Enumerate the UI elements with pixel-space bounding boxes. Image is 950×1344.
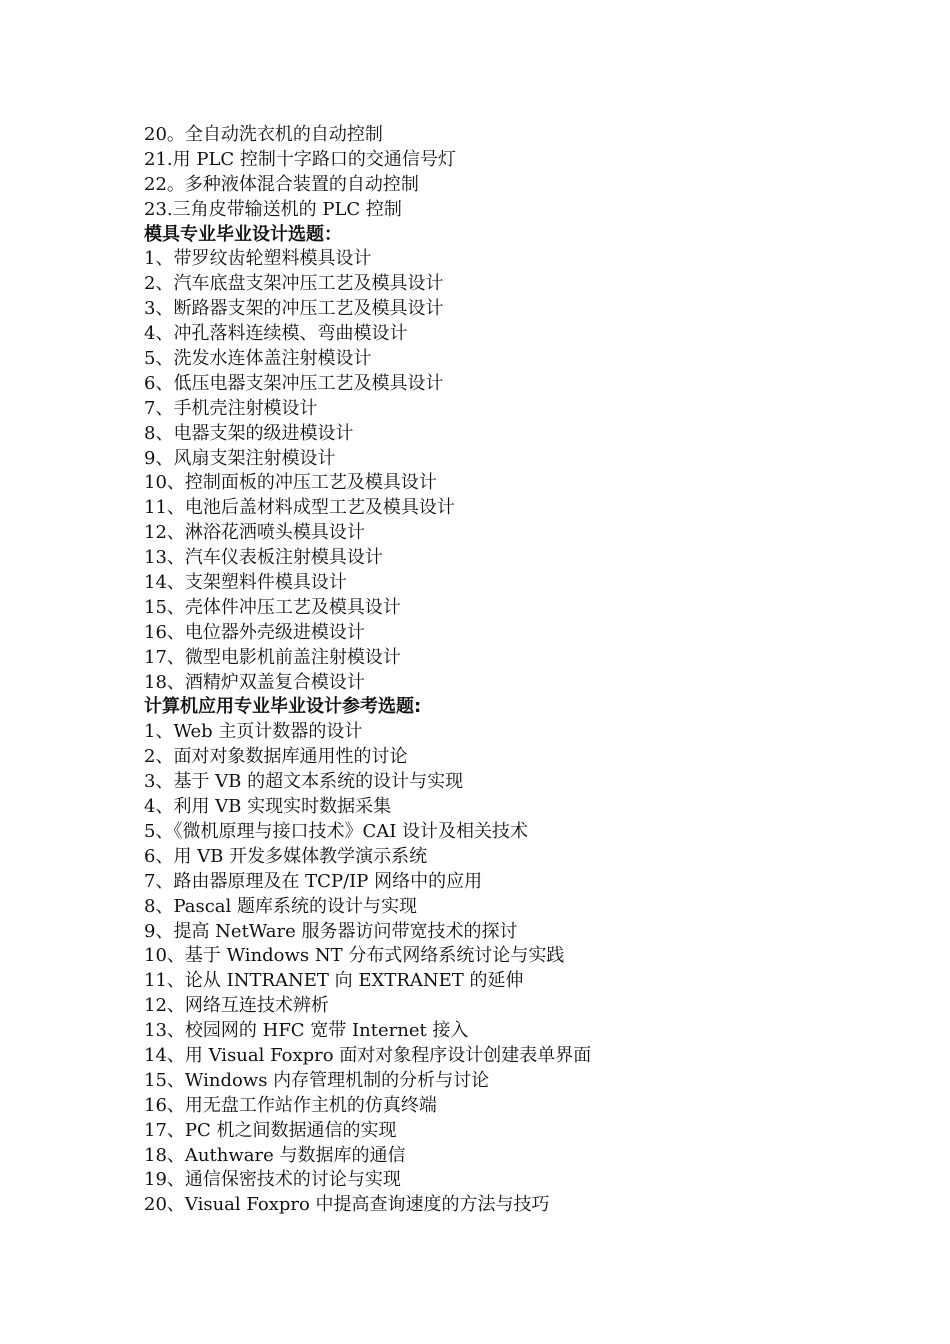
list-item: 20。全自动洗衣机的自动控制 [144, 124, 383, 145]
list-item: 18、酒精炉双盖复合模设计 [144, 671, 365, 693]
list-item: 20、Visual Foxpro 中提高查询速度的方法与技巧 [144, 1194, 550, 1216]
list-item: 4、冲孔落料连续模、弯曲模设计 [144, 323, 408, 345]
list-item: 19、通信保密技术的讨论与实现 [144, 1169, 401, 1191]
list-item: 7、路由器原理及在 TCP/IP 网络中的应用 [144, 870, 483, 892]
list-item: 10、控制面板的冲压工艺及模具设计 [144, 472, 437, 494]
list-item: 5、洗发水连体盖注射模设计 [144, 348, 372, 370]
list-item: 2、汽车底盘支架冲压工艺及模具设计 [144, 273, 444, 295]
list-item: 3、基于 VB 的超文本系统的设计与实现 [144, 771, 464, 793]
list-item: 14、支架塑料件模具设计 [144, 572, 347, 594]
computer-section [144, 695, 844, 1218]
list-item: 15、壳体件冲压工艺及模具设计 [144, 596, 401, 618]
list-item: 8、Pascal 题库系统的设计与实现 [144, 895, 418, 917]
list-item: 13、汽车仪表板注射模具设计 [144, 547, 383, 569]
list-item: 18、Authware 与数据库的通信 [144, 1144, 406, 1166]
list-item: 14、用 Visual Foxpro 面对对象程序设计创建表单界面 [144, 1044, 592, 1066]
section-heading-computer: 计算机应用专业毕业设计参考选题: [144, 696, 422, 718]
list-item: 3、断路器支架的冲压工艺及模具设计 [144, 298, 444, 320]
list-item: 1、Web 主页计数器的设计 [144, 721, 363, 743]
document-body [144, 123, 844, 1218]
list-item: 7、手机壳注射模设计 [144, 397, 318, 419]
list-item: 17、PC 机之间数据通信的实现 [144, 1119, 397, 1141]
list-item: 2、面对对象数据库通用性的讨论 [144, 746, 408, 768]
list-item: 16、电位器外壳级进模设计 [144, 621, 365, 643]
list-item: 5、《微机原理与接口技术》CAI 设计及相关技术 [144, 820, 529, 842]
list-item: 17、微型电影机前盖注射模设计 [144, 646, 401, 668]
list-item: 10、基于 Windows NT 分布式网络系统讨论与实践 [144, 945, 565, 967]
list-item: 23.三角皮带输送机的 PLC 控制 [144, 198, 402, 220]
list-item: 15、Windows 内存管理机制的分析与讨论 [144, 1069, 490, 1091]
list-item: 4、利用 VB 实现实时数据采集 [144, 796, 392, 818]
list-item: 16、用无盘工作站作主机的仿真终端 [144, 1094, 437, 1116]
list-item: 6、低压电器支架冲压工艺及模具设计 [144, 372, 444, 394]
list-item: 21.用 PLC 控制十字路口的交通信号灯 [144, 148, 456, 170]
list-item: 9、风扇支架注射模设计 [144, 447, 336, 469]
list-item: 13、校园网的 HFC 宽带 Internet 接入 [144, 1020, 469, 1042]
list-item: 6、用 VB 开发多媒体教学演示系统 [144, 845, 428, 867]
list-item: 12、淋浴花洒喷头模具设计 [144, 522, 365, 544]
list-item: 11、论从 INTRANET 向 EXTRANET 的延伸 [144, 970, 524, 992]
list-item: 11、电池后盖材料成型工艺及模具设计 [144, 497, 455, 519]
continued-list [144, 123, 844, 223]
list-item: 9、提高 NetWare 服务器访问带宽技术的探讨 [144, 920, 518, 942]
list-item: 1、带罗纹齿轮塑料模具设计 [144, 248, 372, 270]
list-item: 12、网络互连技术辨析 [144, 995, 329, 1017]
list-item: 8、电器支架的级进模设计 [144, 422, 354, 444]
list-item: 22。多种液体混合装置的自动控制 [144, 173, 419, 195]
section-heading-mold: 模具专业毕业设计选题： [144, 223, 342, 245]
mold-section [144, 223, 844, 696]
